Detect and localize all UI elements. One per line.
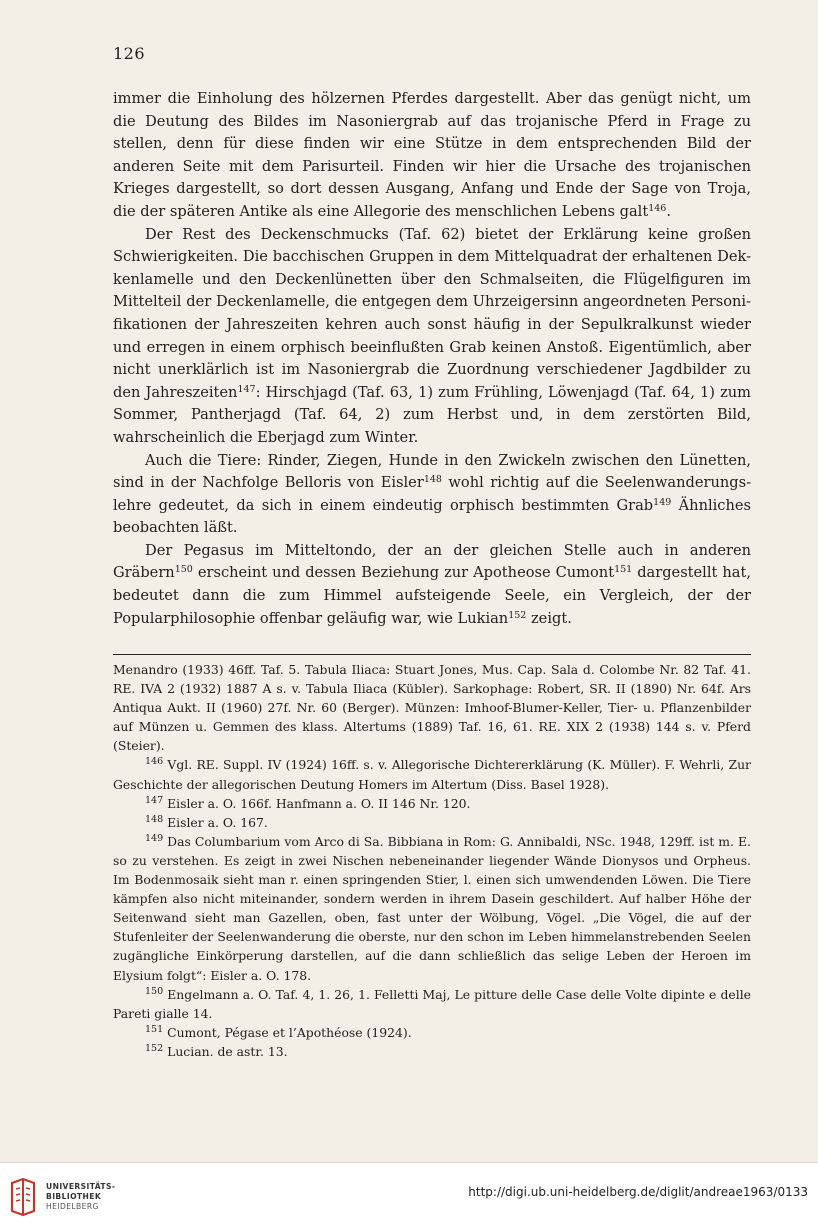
body-paragraph [113, 88, 751, 224]
footnote-number: 148 [145, 813, 164, 825]
footnote-text: Lucian. de astr. 13. [167, 1043, 288, 1059]
footnote-number: 152 [145, 1042, 164, 1054]
footnote-text: Engelmann a. O. Taf. 4, 1. 26, 1. Felletti Maj, Le pitture delle Case delle Volte dipinte e delle Pareti gialle 14. [113, 986, 751, 1021]
footnote-reference[interactable]: 146 [648, 202, 667, 214]
footnote-reference[interactable]: 152 [508, 609, 527, 621]
text-run: Ähnliches beobachten läßt. [113, 496, 752, 537]
text-run: zeigt. [526, 609, 572, 627]
page-number: 126 [113, 44, 146, 63]
footnote-number: 146 [145, 756, 164, 768]
logo-line: HEIDELBERG [46, 1202, 99, 1211]
logo-line: BIBLIOTHEK [46, 1192, 102, 1201]
footnote-text: Cumont, Pégase et l’Apothéose (1924). [167, 1024, 412, 1040]
footnote-number: 147 [145, 794, 164, 806]
text-run: wohl richtig auf die Seelenwanderungs-lehre gedeutet, da sich in einem eindeutig orphisch bestimmten Grab [113, 474, 752, 514]
footnote-text: Vgl. RE. Suppl. IV (1924) 16ff. s. v. Allegorische Dichtererklärung (K. Müller). F. Wehrli, Zur Geschichte der allegorischen Deutung Homers im Altertum (Diss. Basel 1928). [113, 757, 751, 792]
footnote-text: Menandro (1933) 46ff. Taf. 5. Tabula Iliaca: Stuart Jones, Mus. Cap. Sala d. Colombe Nr. 82 Taf. 41. RE. IVA 2 (1932) 1887 A s. v. Tabula Iliaca (Kübler). Sarkophage: Robert, SR. II (1890) Nr. 64f. Ars Antiqua Aukt. II (1960) 27f. Nr. 60 (Berger). Münzen: Imhoof-Blumer-Keller, Tier- u. Pflanzenbilder auf Münzen u. Gemmen des klass. Altertums (1889) Taf. 16, 61. RE. XIX 2 (1938) 144 s. v. Pferd (Steier). [113, 662, 751, 754]
text-run: Auch die Tiere: Rinder, Ziegen, Hunde in den Zwickeln zwischen den Lünetten, sind in der Nachfolge Belloris von Eisler [113, 451, 751, 492]
text-run: erscheint und dessen Beziehung zur Apotheose Cumont [192, 564, 615, 582]
footnote-number: 149 [145, 832, 164, 844]
footnote [113, 985, 751, 1023]
footnote [113, 1042, 751, 1061]
text-run: dargestellt hat, bedeutet dann die zum Himmel aufsteigende Seele, ein Vergleich, der der Popularphilosophie offenbar geläufig war, wie Lukian [113, 564, 751, 627]
main-text [113, 88, 751, 630]
library-book-icon [8, 1177, 38, 1217]
footnote [113, 794, 751, 813]
footnote-reference[interactable]: 147 [237, 383, 256, 395]
text-run: immer die Einholung des hölzernen Pferdes dargestellt. Aber das genügt nicht, um die Deutung des Bildes im Nasoniergrab auf das trojanische Pferd in Frage zu stellen, denn für diese finden wir eine Stütze in dem entsprechenden Bild der anderen Seite mit dem Parisurteil. Finden wir hier die Ursache des trojanischen Krieges dargestellt, so dort dessen Ausgang, Anfang und Ende der Sage von Troja, die der späteren Antike als eine Allegorie des menschlichen Lebens galt [113, 90, 751, 220]
text-run: Der Pegasus im Mitteltondo, der an der gleichen Stelle auch in anderen Gräbern [113, 541, 751, 582]
footnote-reference[interactable]: 148 [423, 474, 442, 486]
viewer-footer [0, 1162, 818, 1231]
footnote [113, 1023, 751, 1042]
body-paragraph [113, 540, 751, 630]
footnote-text: Eisler a. O. 166f. Hanfmann a. O. II 146 Nr. 120. [167, 795, 471, 811]
text-run: : Hirschjagd (Taf. 63, 1) zum Frühling, Löwenjagd (Taf. 64, 1) zum Sommer, Pantherjagd (Taf. 64, 2) zum Herbst und, in dem zerstörten Bild, wahrscheinlich die Eberjagd zum Winter. [113, 383, 751, 446]
footnote [113, 755, 751, 793]
footnote-text: Eisler a. O. 167. [167, 814, 268, 830]
logo-line: UNIVERSITÄTS- [46, 1182, 116, 1191]
footnote-text: Das Columbarium vom Arco di Sa. Bibbiana in Rom: G. Annibaldi, NSc. 1948, 129ff. ist m. E. so zu verstehen. Es zeigt in zwei Nischen nebeneinander liegender Wände Dionysos und Orpheus. Im Bodenmosaik sieht man r. einen springenden Stier, l. einen sich umwendenden Löwen. Die Tiere kämpfen also nicht miteinander, sondern werden in ihrem Dasein geschildert. Auf halber Höhe der Seitenwand sieht man Gazellen, oben, fast unter der Wölbung, Vögel. „Die Vögel, die auf der Stufenleiter der Seelenwanderung die oberste, nur den schon im Leben himmelanstrebenden Seelen zugängliche Einkörperung darstellen, auf die dann schließlich das selige Leben der Heroen im Elysium folgt“: Eisler a. O. 178. [113, 833, 751, 983]
source-url-link[interactable]: http://digi.ub.uni-heidelberg.de/diglit/andreae1963/0133 [468, 1185, 808, 1199]
footnote-reference[interactable]: 150 [174, 564, 193, 576]
footnotes [113, 660, 751, 1061]
footnote [113, 832, 751, 985]
text-run: Der Rest des Deckenschmucks (Taf. 62) bietet der Erklärung keine großen Schwierigkeiten. Die bacchischen Gruppen in dem Mittelquadrat der erhaltenen Dek-kenlamelle und den Deckenlünetten über den Schmalseiten, die Flügelfiguren im Mittelteil der Deckenlamelle, die entgegen dem Uhrzeigersinn angeordneten Personi-fikationen der Jahreszeiten kehren auch sonst häufig in der Sepulkralkunst wieder und erregen in einem orphisch beeinflußten Grab keinen Anstoß. Eigentümlich, aber nicht unerklärlich ist im Nasoniergrab die Zuordnung verschiedener Jagdbilder zu den Jahreszeiten [113, 225, 751, 401]
footnote-number: 150 [145, 985, 164, 997]
library-logo-text[interactable] [46, 1182, 115, 1212]
footnote [113, 813, 751, 832]
body-paragraph [113, 450, 751, 540]
body-paragraph [113, 224, 751, 450]
text-run: . [666, 202, 671, 220]
footnote-reference[interactable]: 149 [653, 496, 672, 508]
footnote [113, 660, 751, 755]
footnote-separator [113, 654, 751, 655]
footnote-number: 151 [145, 1023, 164, 1035]
footnote-reference[interactable]: 151 [614, 564, 633, 576]
